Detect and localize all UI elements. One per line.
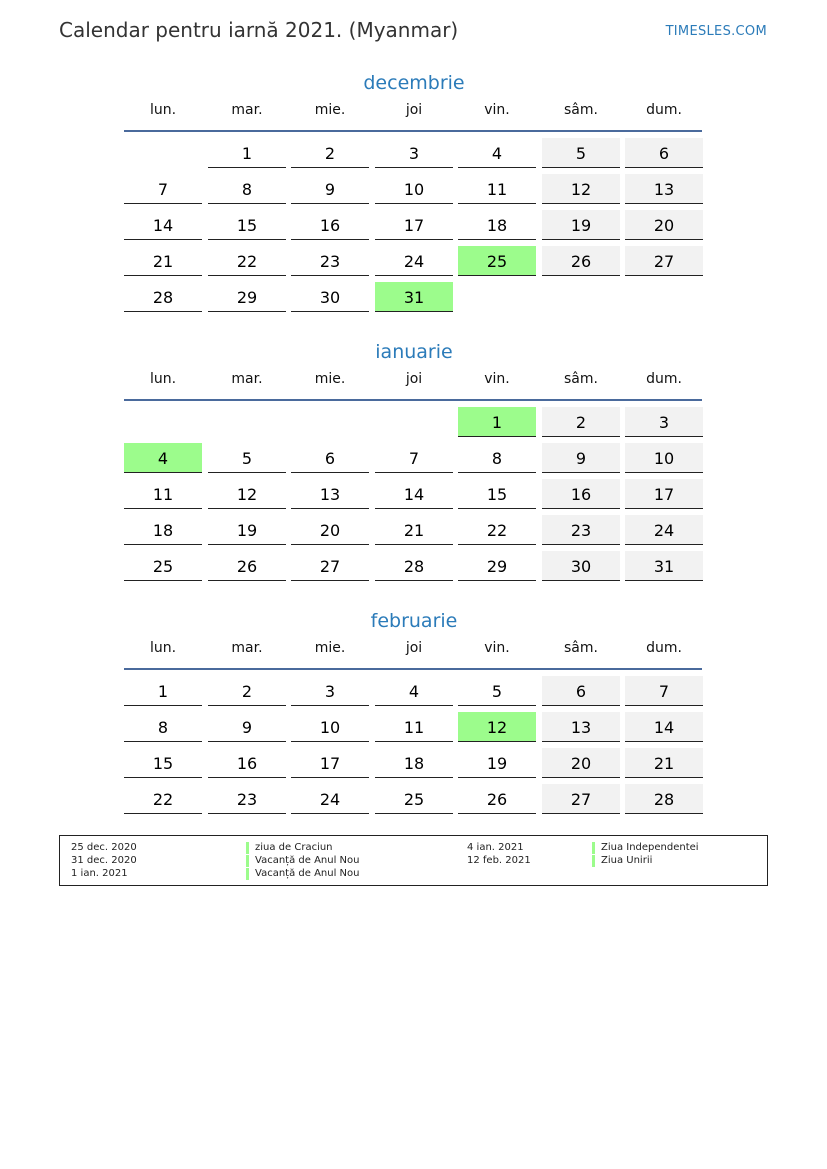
day-cell: 16 [542, 479, 620, 509]
day-cell: 2 [291, 138, 369, 168]
day-cell: 30 [291, 282, 369, 312]
month-decembrie [124, 68, 704, 314]
month-title: ianuarie [375, 341, 453, 363]
day-cell: 19 [208, 515, 286, 545]
day-cell: 7 [625, 676, 703, 706]
day-cell: 21 [124, 246, 202, 276]
day-cell: 3 [375, 138, 453, 168]
day-cell: 25 [124, 551, 202, 581]
holiday-day-cell: 25 [458, 246, 536, 276]
day-cell: 9 [542, 443, 620, 473]
day-cell: 13 [291, 479, 369, 509]
weekday-header [124, 98, 704, 134]
day-cell: 18 [458, 210, 536, 240]
day-cell: 14 [124, 210, 202, 240]
day-cell: 20 [542, 748, 620, 778]
weekday-label: dum. [646, 640, 682, 656]
weekday-label: joi [405, 102, 423, 118]
day-cell: 14 [625, 712, 703, 742]
legend-date: 4 ian. 2021 [467, 842, 524, 853]
weekday-label: vin. [484, 102, 510, 118]
day-cell: 15 [208, 210, 286, 240]
day-cell: 9 [208, 712, 286, 742]
holiday-day-cell: 4 [124, 443, 202, 473]
day-cell: 9 [291, 174, 369, 204]
day-cell: 26 [208, 551, 286, 581]
day-cell: 17 [625, 479, 703, 509]
day-cell: 22 [458, 515, 536, 545]
holiday-legend [59, 835, 768, 886]
legend-name: Vacanță de Anul Nou [246, 855, 359, 867]
day-cell: 11 [124, 479, 202, 509]
day-cell: 19 [542, 210, 620, 240]
weekday-label: lun. [149, 371, 177, 387]
day-cell: 1 [124, 676, 202, 706]
weekday-label: mar. [231, 640, 263, 656]
day-cell: 27 [542, 784, 620, 814]
day-cell: 18 [124, 515, 202, 545]
weekday-label: sâm. [564, 102, 598, 118]
day-cell: 31 [625, 551, 703, 581]
weekday-label: mie. [314, 102, 346, 118]
holiday-day-cell: 12 [458, 712, 536, 742]
day-cell: 17 [375, 210, 453, 240]
weekday-label: vin. [484, 640, 510, 656]
day-cell: 8 [124, 712, 202, 742]
weekday-header [124, 367, 704, 403]
day-cell: 1 [208, 138, 286, 168]
day-cell: 23 [291, 246, 369, 276]
day-cell: 13 [542, 712, 620, 742]
day-cell: 15 [124, 748, 202, 778]
day-cell: 17 [291, 748, 369, 778]
header-rule [124, 668, 702, 670]
day-cell: 24 [625, 515, 703, 545]
day-cell: 10 [375, 174, 453, 204]
day-cell: 7 [375, 443, 453, 473]
day-cell: 15 [458, 479, 536, 509]
day-cell: 8 [458, 443, 536, 473]
day-cell: 30 [542, 551, 620, 581]
day-cell: 2 [208, 676, 286, 706]
day-cell: 14 [375, 479, 453, 509]
day-cell: 12 [208, 479, 286, 509]
page-title: Calendar pentru iarnă 2021. (Myanmar) [59, 18, 459, 42]
day-cell: 13 [625, 174, 703, 204]
weekday-label: joi [405, 371, 423, 387]
weekday-label: joi [405, 640, 423, 656]
weekday-label: mar. [231, 371, 263, 387]
day-cell: 8 [208, 174, 286, 204]
day-cell: 6 [542, 676, 620, 706]
day-grid [124, 134, 704, 314]
weekday-label: mar. [231, 102, 263, 118]
day-cell: 4 [375, 676, 453, 706]
day-cell: 3 [291, 676, 369, 706]
day-cell: 3 [625, 407, 703, 437]
day-cell: 11 [375, 712, 453, 742]
day-cell: 27 [625, 246, 703, 276]
day-cell: 21 [625, 748, 703, 778]
legend-name: Vacanță de Anul Nou [246, 868, 359, 880]
holiday-day-cell: 31 [375, 282, 453, 312]
weekday-label: lun. [149, 640, 177, 656]
brand-link[interactable]: TIMESLES.COM [665, 24, 767, 39]
day-cell: 25 [375, 784, 453, 814]
day-cell: 2 [542, 407, 620, 437]
day-cell: 16 [291, 210, 369, 240]
day-cell: 5 [542, 138, 620, 168]
day-cell: 28 [375, 551, 453, 581]
day-cell: 10 [291, 712, 369, 742]
weekday-label: lun. [149, 102, 177, 118]
holiday-day-cell: 1 [458, 407, 536, 437]
day-cell: 26 [542, 246, 620, 276]
month-ianuarie [124, 337, 704, 583]
legend-date: 12 feb. 2021 [467, 855, 531, 866]
day-cell: 10 [625, 443, 703, 473]
weekday-label: dum. [646, 102, 682, 118]
month-februarie [124, 606, 704, 852]
legend-name: Ziua Unirii [592, 855, 652, 867]
day-cell: 18 [375, 748, 453, 778]
day-cell: 4 [458, 138, 536, 168]
day-cell: 27 [291, 551, 369, 581]
day-cell: 6 [291, 443, 369, 473]
day-cell: 7 [124, 174, 202, 204]
day-cell: 16 [208, 748, 286, 778]
weekday-label: dum. [646, 371, 682, 387]
month-title: decembrie [363, 72, 465, 94]
day-cell: 24 [291, 784, 369, 814]
day-cell: 21 [375, 515, 453, 545]
day-cell: 6 [625, 138, 703, 168]
legend-date: 25 dec. 2020 [71, 842, 137, 853]
day-cell: 19 [458, 748, 536, 778]
weekday-label: vin. [484, 371, 510, 387]
day-cell: 23 [542, 515, 620, 545]
day-cell: 12 [542, 174, 620, 204]
day-cell: 23 [208, 784, 286, 814]
month-title: februarie [370, 610, 458, 632]
weekday-header [124, 636, 704, 672]
header-rule [124, 399, 702, 401]
day-cell: 26 [458, 784, 536, 814]
day-cell: 28 [124, 282, 202, 312]
day-cell: 24 [375, 246, 453, 276]
day-grid [124, 672, 704, 852]
day-cell: 22 [124, 784, 202, 814]
day-cell: 28 [625, 784, 703, 814]
day-cell: 22 [208, 246, 286, 276]
day-cell: 20 [625, 210, 703, 240]
legend-date: 1 ian. 2021 [71, 868, 128, 879]
day-cell: 29 [458, 551, 536, 581]
weekday-label: sâm. [564, 371, 598, 387]
legend-date: 31 dec. 2020 [71, 855, 137, 866]
legend-name: ziua de Craciun [246, 842, 333, 854]
day-cell: 11 [458, 174, 536, 204]
day-cell: 20 [291, 515, 369, 545]
day-grid [124, 403, 704, 583]
day-cell: 5 [208, 443, 286, 473]
header-rule [124, 130, 702, 132]
weekday-label: sâm. [564, 640, 598, 656]
weekday-label: mie. [314, 371, 346, 387]
weekday-label: mie. [314, 640, 346, 656]
day-cell: 5 [458, 676, 536, 706]
legend-name: Ziua Independentei [592, 842, 699, 854]
day-cell: 29 [208, 282, 286, 312]
